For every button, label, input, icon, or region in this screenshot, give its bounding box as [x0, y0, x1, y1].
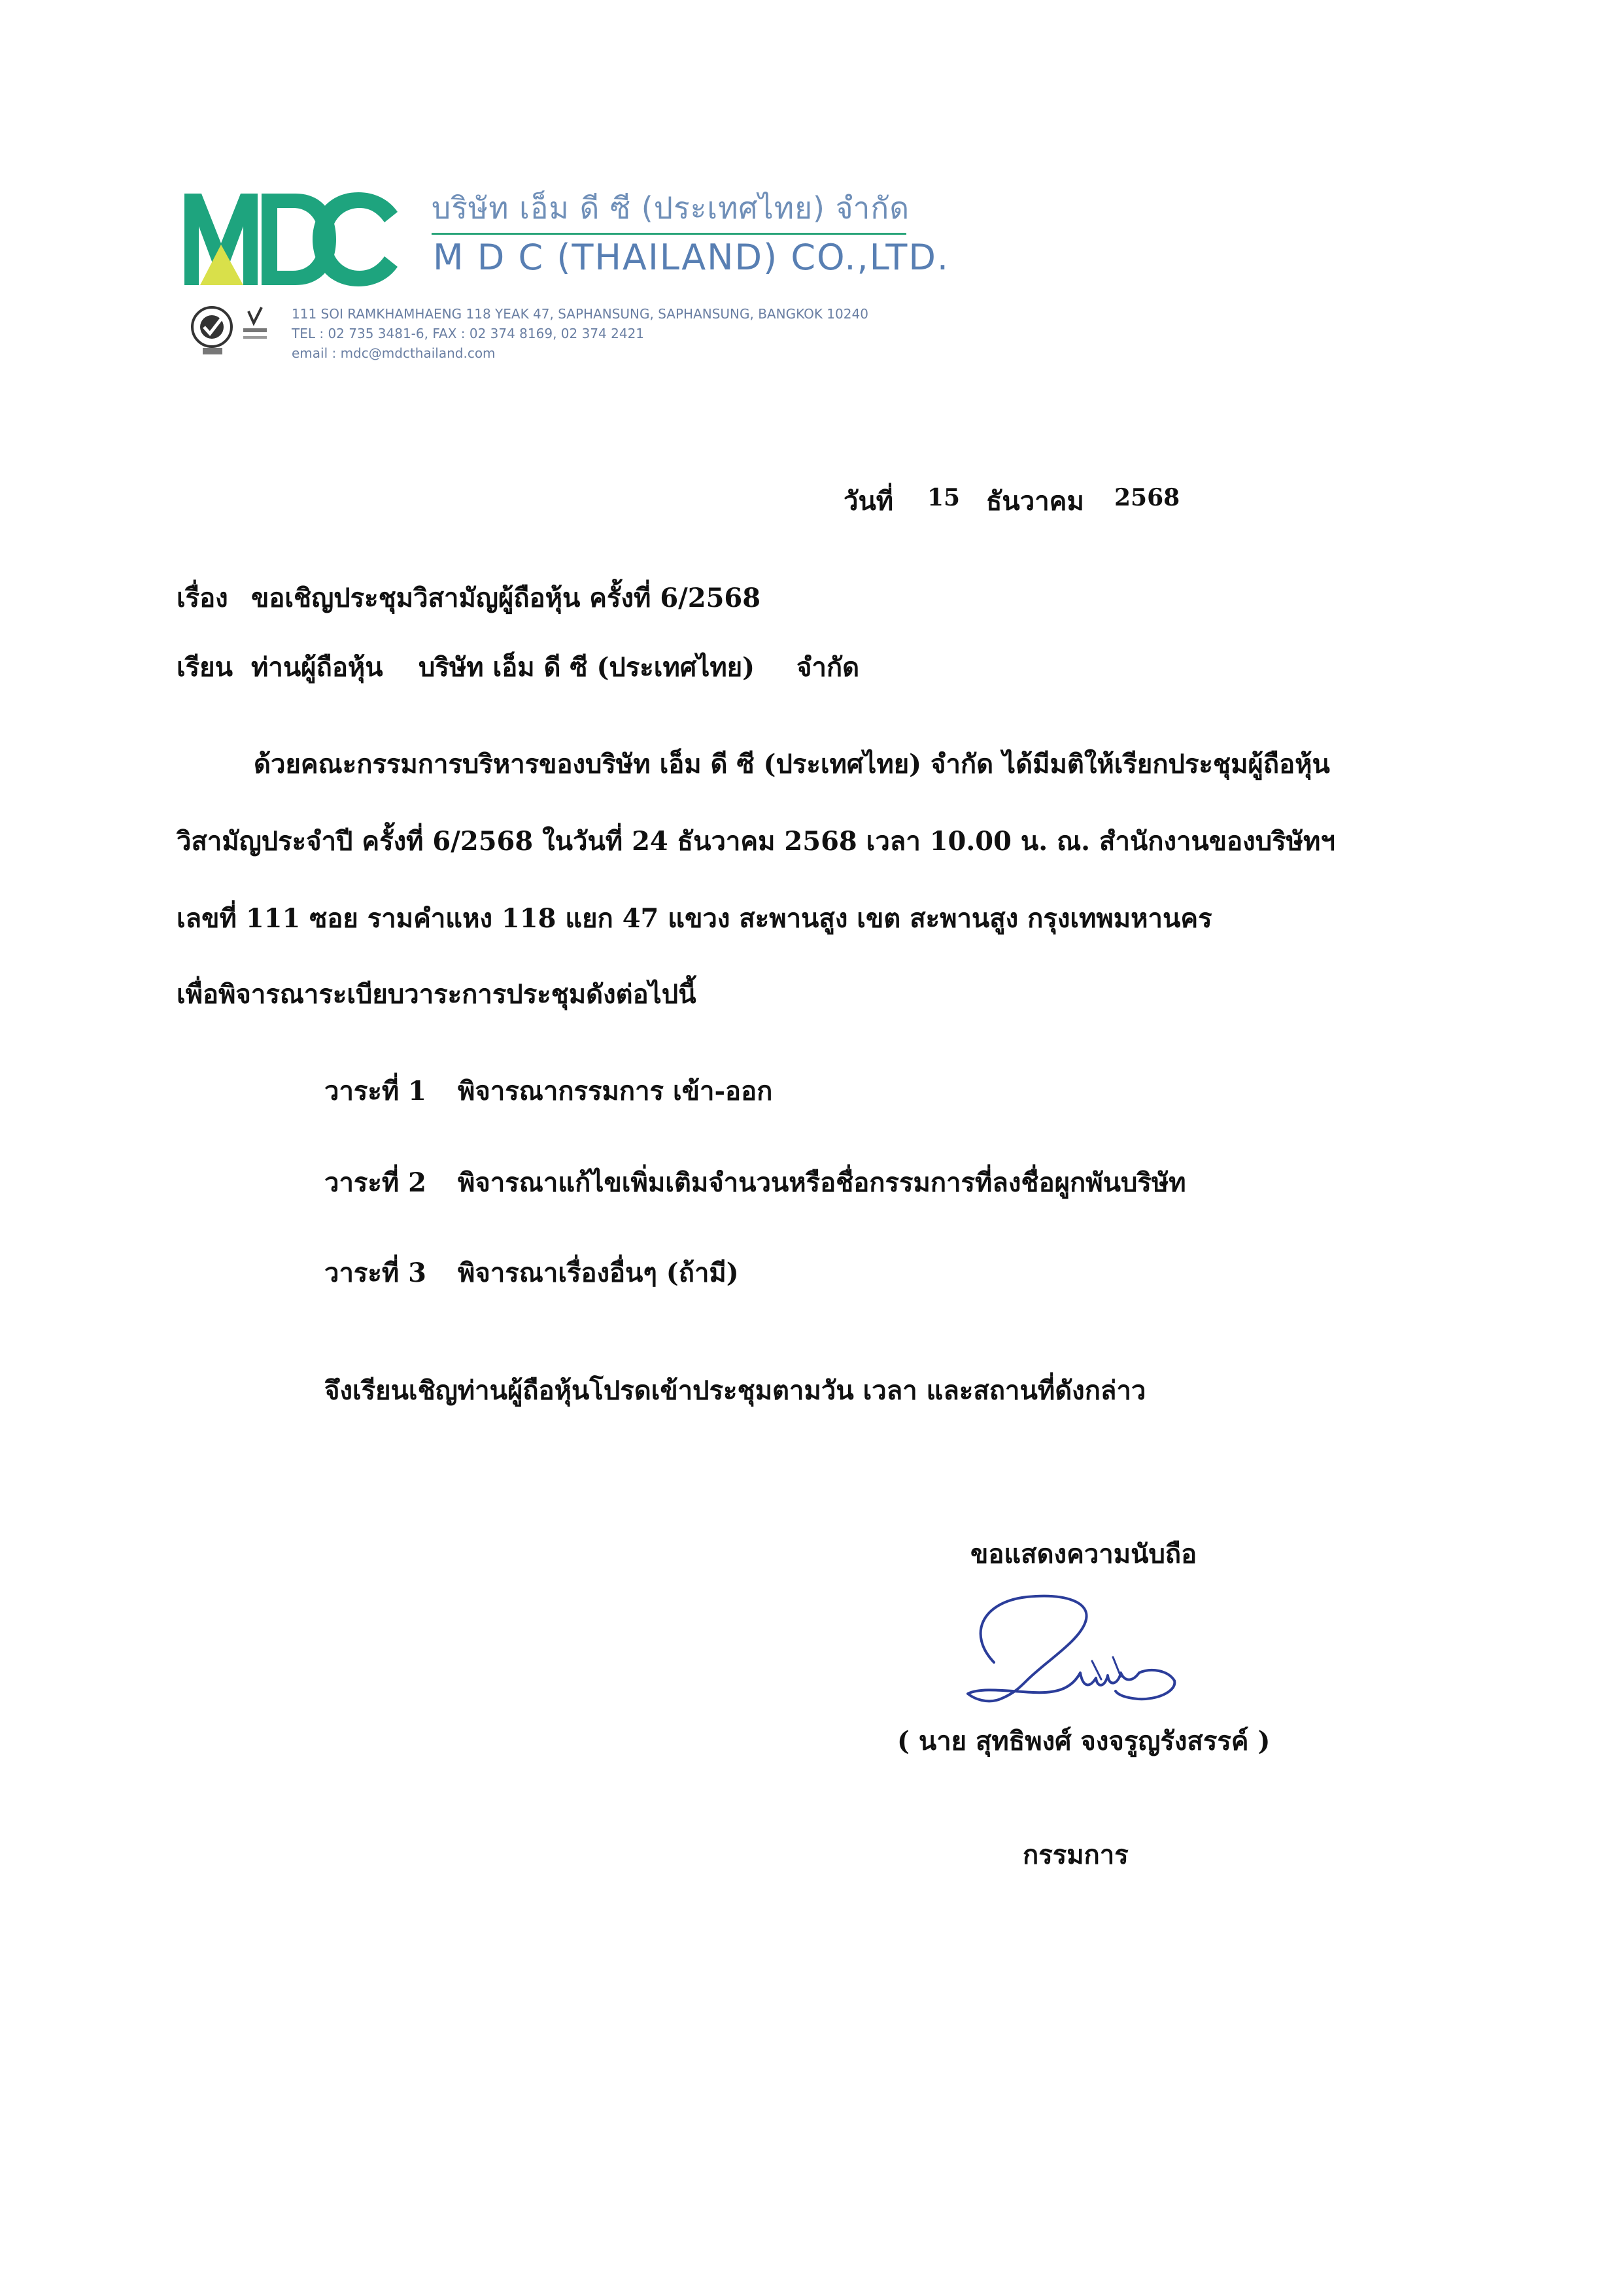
agenda-item-2-text: พิจารณาแก้ไขเพิ่มเติมจำนวนหรือชื่อกรรมการที่ลงชื่อผูกพันบริษัท — [458, 1167, 1186, 1198]
certification-marks-icon — [188, 301, 273, 360]
subject-label: เรื่อง — [177, 583, 228, 613]
company-name-thai: บริษัท เอ็ม ดี ซี (ประเทศไทย) จำกัด — [432, 190, 910, 226]
closing-text: จึงเรียนเชิญท่านผู้ถือหุ้นโปรดเข้าประชุมตามวัน เวลา และสถานที่ดังกล่าว — [324, 1375, 1146, 1406]
company-email: email : mdc@mdcthailand.com — [292, 345, 496, 361]
recipient-text: ท่านผู้ถือหุ้น — [251, 652, 383, 683]
company-logo — [184, 188, 400, 286]
company-name-english: M D C (THAILAND) CO.,LTD. — [433, 237, 950, 278]
signatory-name: ( นาย สุทธิพงศ์ จงจรูญรังสรรค์ ) — [897, 1726, 1271, 1756]
subject-text: ขอเชิญประชุมวิสามัญผู้ถือหุ้น ครั้งที่ 6/2568 — [251, 583, 761, 613]
body-line-3: เลขที่ 111 ซอย รามคำแหง 118 แยก 47 แขวง สะพานสูง เขต สะพานสูง กรุงเทพมหานคร — [177, 903, 1212, 934]
date-year: 2568 — [1114, 484, 1180, 511]
company-phone-fax: TEL : 02 735 3481-6, FAX : 02 374 8169, 02 374 2421 — [292, 326, 645, 341]
date-label: วันที่ — [844, 486, 894, 517]
body-line-4: เพื่อพิจารณาระเบียบวาระการประชุมดังต่อไปนี้ — [177, 979, 696, 1010]
agenda-item-1-text: พิจารณากรรมการ เข้า-ออก — [458, 1076, 773, 1106]
recipient-company: บริษัท เอ็ม ดี ซี (ประเทศไทย) — [419, 652, 755, 683]
date-month: ธันวาคม — [986, 486, 1084, 517]
signatory-title: กรรมการ — [1023, 1840, 1129, 1870]
agenda-item-3-label: วาระที่ 3 — [324, 1258, 427, 1288]
agenda-item-1-label: วาระที่ 1 — [324, 1076, 427, 1106]
recipient-company-suffix: จำกัด — [796, 652, 860, 683]
recipient-label: เรียน — [177, 652, 233, 683]
body-line-2: วิสามัญประจำปี ครั้งที่ 6/2568 ในวันที่ 24 ธันวาคม 2568 เวลา 10.00 น. ณ. สำนักงานของบริษัทฯ — [177, 826, 1335, 857]
agenda-item-3-text: พิจารณาเรื่องอื่นๆ (ถ้ามี) — [458, 1258, 739, 1288]
company-address: 111 SOI RAMKHAMHAENG 118 YEAK 47, SAPHANSUNG, SAPHANSUNG, BANGKOK 10240 — [292, 306, 868, 322]
agenda-item-2-label: วาระที่ 2 — [324, 1167, 427, 1198]
letterhead-divider — [432, 233, 906, 235]
handwritten-signature — [961, 1589, 1184, 1720]
regards-text: ขอแสดงความนับถือ — [970, 1539, 1197, 1569]
date-day: 15 — [927, 484, 961, 511]
body-line-1: ด้วยคณะกรรมการบริหารของบริษัท เอ็ม ดี ซี (ประเทศไทย) จำกัด ได้มีมติให้เรียกประชุมผู้ถือหุ้น — [254, 749, 1330, 780]
